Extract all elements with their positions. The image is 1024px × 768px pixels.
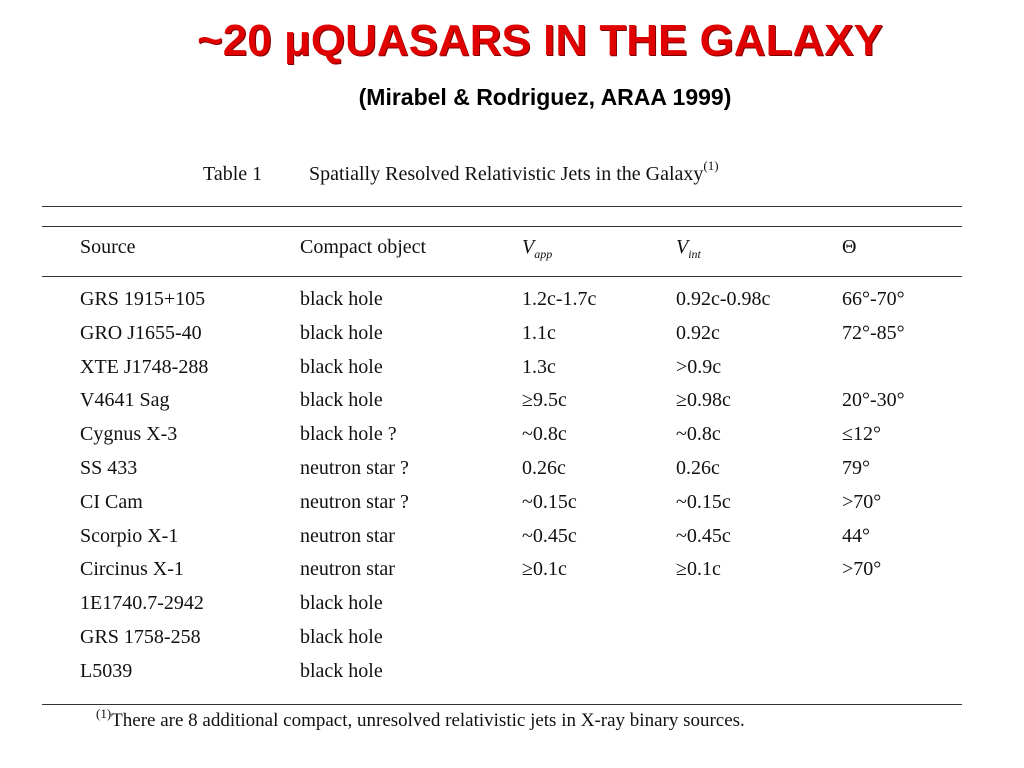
cell-vapp: 1.3c xyxy=(522,355,556,378)
cell-source: SS 433 xyxy=(80,457,138,479)
table-row xyxy=(38,660,958,694)
cell-compact-object: black hole xyxy=(300,355,383,378)
title-prefix: ~20 xyxy=(197,16,284,65)
cell-source: CI Cam xyxy=(80,490,143,513)
cell-theta: 20°-30° xyxy=(842,389,905,412)
cell-vint: ~0.45c xyxy=(676,524,731,547)
table-top-rule-2 xyxy=(42,226,962,227)
table-row xyxy=(38,457,958,491)
cell-source: Cygnus X-3 xyxy=(80,423,178,446)
table-caption xyxy=(203,158,719,186)
cell-source: L5039 xyxy=(80,659,133,682)
table-row xyxy=(38,558,958,592)
cell-compact-object: black hole xyxy=(300,288,383,310)
title-main: QUASARS IN THE GALAXY xyxy=(310,16,883,65)
table-caption-text: Spatially Resolved Relativistic Jets in the Galaxy xyxy=(309,163,704,185)
cell-vint: ~0.15c xyxy=(676,490,731,513)
cell-vint: ≥0.1c xyxy=(676,558,721,581)
cell-theta: 72°-85° xyxy=(842,321,905,344)
cell-vapp: ~0.45c xyxy=(522,524,577,547)
cell-theta: ≤12° xyxy=(842,423,881,446)
cell-source: 1E1740.7-2942 xyxy=(80,592,204,615)
table-header-rule xyxy=(42,276,962,277)
table-row xyxy=(38,322,958,356)
cell-vapp: 0.26c xyxy=(522,457,566,479)
cell-source: V4641 Sag xyxy=(80,389,170,412)
table-footnote xyxy=(96,706,745,732)
slide-title xyxy=(0,16,1024,66)
cell-theta: 44° xyxy=(842,524,870,547)
cell-vint: 0.92c xyxy=(676,321,720,344)
table-scan xyxy=(38,148,970,746)
footnote-mark: (1) xyxy=(96,706,112,721)
cell-theta: >70° xyxy=(842,490,882,513)
cell-vapp: 1.2c-1.7c xyxy=(522,288,597,310)
cell-vapp: ≥9.5c xyxy=(522,389,567,412)
col-header-vapp: $V_{app}$ xyxy=(522,236,553,261)
col-header-source: Source xyxy=(80,236,136,258)
table-row xyxy=(38,491,958,525)
table-row xyxy=(38,389,958,423)
cell-source: XTE J1748-288 xyxy=(80,355,209,378)
table-row xyxy=(38,626,958,660)
cell-compact-object: black hole xyxy=(300,626,383,648)
cell-vint: 0.26c xyxy=(676,457,720,479)
cell-compact-object: black hole xyxy=(300,389,383,412)
cell-vapp: ≥0.1c xyxy=(522,558,567,581)
cell-compact-object: black hole xyxy=(300,592,383,615)
table-row xyxy=(38,288,958,322)
table-bottom-rule xyxy=(42,704,962,705)
cell-vapp: ~0.15c xyxy=(522,490,577,513)
table-top-rule xyxy=(42,206,962,207)
cell-theta: 79° xyxy=(842,457,870,479)
cell-compact-object: black hole ? xyxy=(300,423,397,446)
cell-compact-object: neutron star ? xyxy=(300,490,409,513)
cell-theta: >70° xyxy=(842,558,882,581)
table-row xyxy=(38,525,958,559)
cell-source: GRS 1915+105 xyxy=(80,288,206,310)
cell-source: Circinus X-1 xyxy=(80,558,184,581)
cell-vapp: 1.1c xyxy=(522,321,556,344)
col-header-compact: Compact object xyxy=(300,236,427,258)
cell-theta: 66°-70° xyxy=(842,288,905,310)
table-number: Table 1 xyxy=(203,163,263,185)
cell-source: Scorpio X-1 xyxy=(80,524,179,547)
cell-compact-object: neutron star ? xyxy=(300,457,409,479)
title-mu-symbol: μ xyxy=(283,16,311,65)
cell-compact-object: black hole xyxy=(300,659,383,682)
cell-vapp: ~0.8c xyxy=(522,423,567,446)
cell-vint: 0.92c-0.98c xyxy=(676,288,771,310)
table-row xyxy=(38,356,958,390)
col-header-vint: $V_{int}$ xyxy=(676,236,701,261)
cell-compact-object: neutron star xyxy=(300,558,395,581)
cell-vint: >0.9c xyxy=(676,355,722,378)
table-row xyxy=(38,592,958,626)
cell-source: GRO J1655-40 xyxy=(80,321,202,344)
footnote-text: There are 8 additional compact, unresolved relativistic jets in X-ray binary sources. xyxy=(111,710,745,731)
cell-vint: ~0.8c xyxy=(676,423,721,446)
cell-compact-object: neutron star xyxy=(300,524,395,547)
cell-compact-object: black hole xyxy=(300,321,383,344)
cell-vint: ≥0.98c xyxy=(676,389,731,412)
cell-source: GRS 1758-258 xyxy=(80,626,201,648)
table-row xyxy=(38,423,958,457)
table-caption-note: (1) xyxy=(703,158,719,173)
slide-subtitle: (Mirabel & Rodriguez, ARAA 1999) xyxy=(358,84,732,110)
col-header-theta: Θ xyxy=(842,236,857,258)
